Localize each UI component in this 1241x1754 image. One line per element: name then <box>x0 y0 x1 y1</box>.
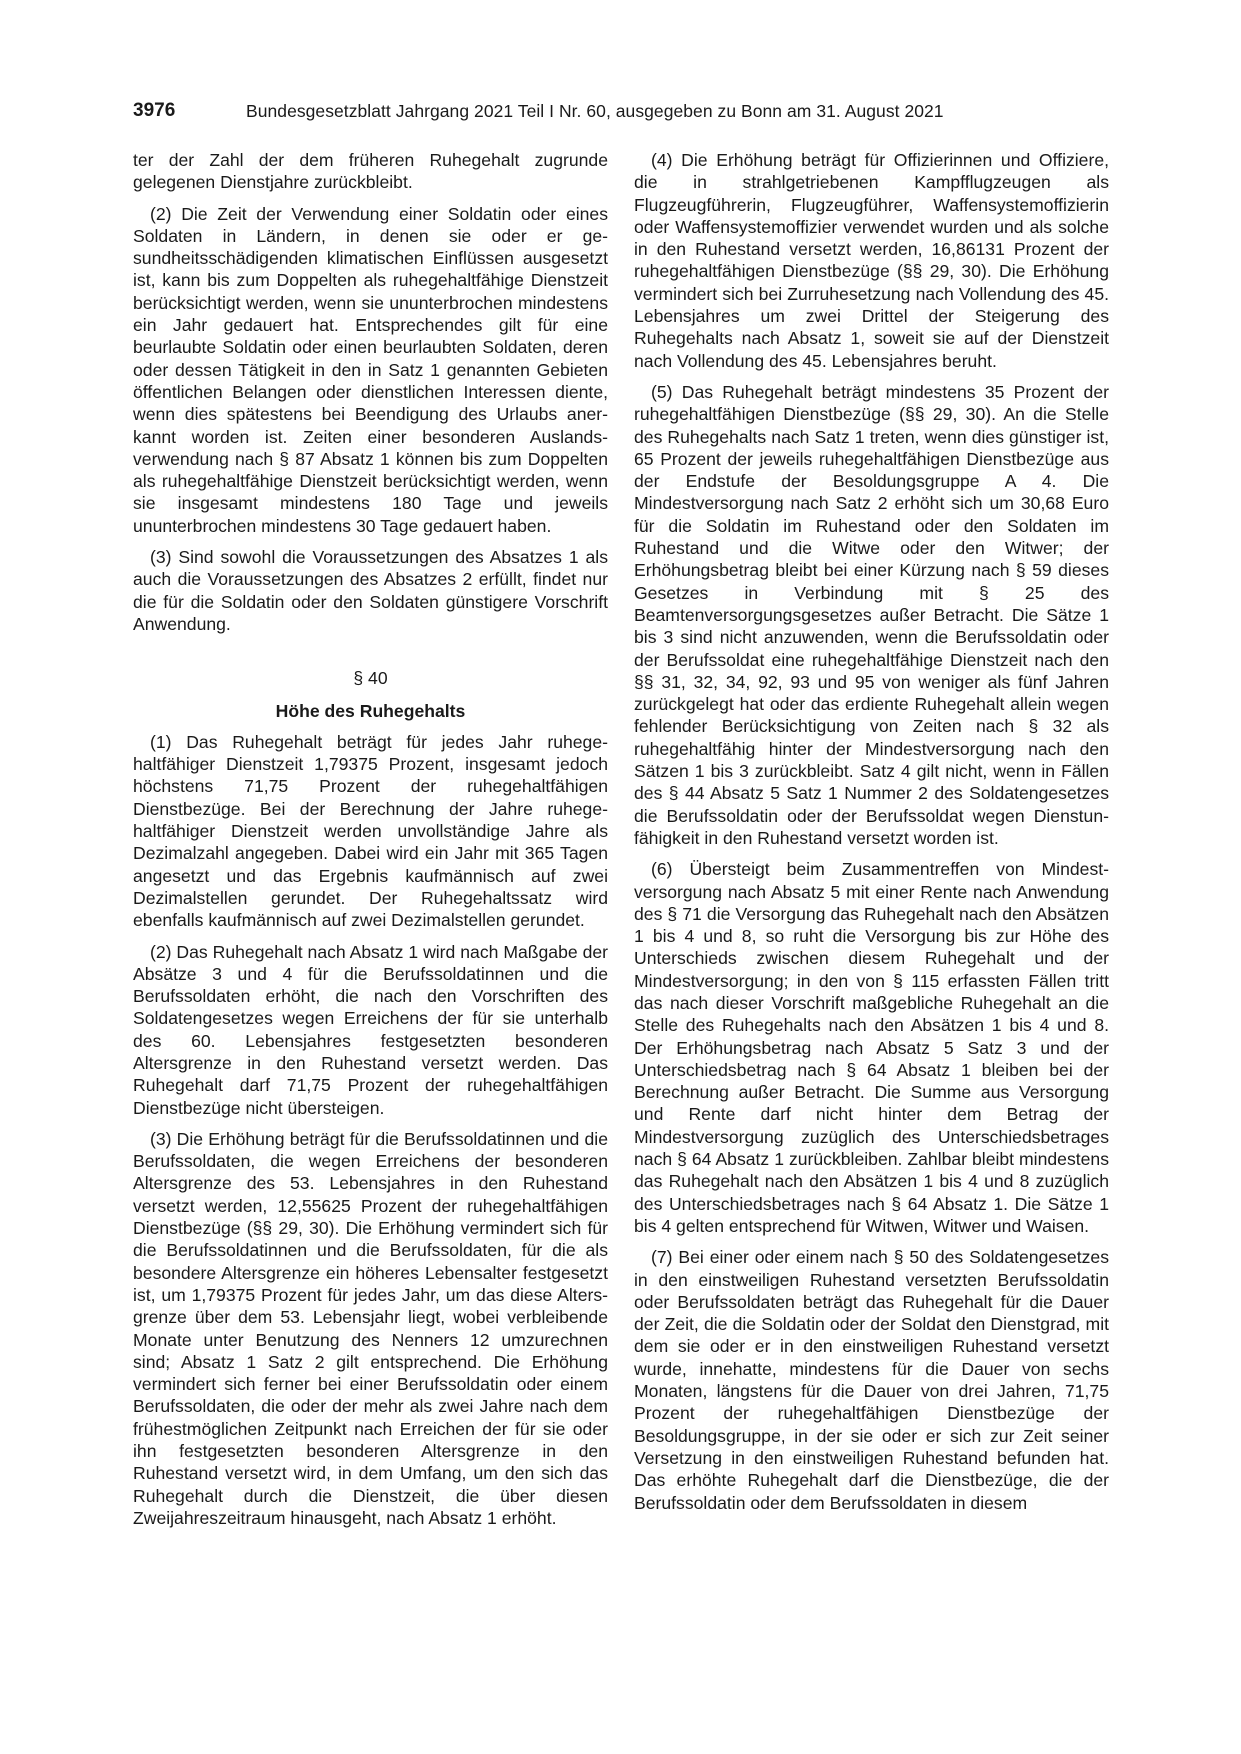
page-header <box>133 100 1013 128</box>
paragraph: (6) Übersteigt beim Zusammentreffen von Mindestversorgung nach Absatz 5 mit einer Rente nach Anwendung des § 71 die Versorgung das Ruhegehalt nach den Absätzen 1 bis 4 und 8, so ruht die Versorgung bis zur Höhe des Unterschieds zwischen diesem Ruhegehalt und der Mindestversorgung; in den von § 115 erfassten Fällen tritt das nach dieser Vorschrift maßgebliche Ruhegehalt an die Stelle des Ruhegehalts nach den Absätzen 1 bis 4 und 8. Der Erhöhungsbetrag nach Absatz 5 Satz 3 und der Unterschiedsbetrag nach § 64 Absatz 1 bleiben bei der Berechnung außer Betracht. Die Summe aus Versorgung und Rente darf nicht hinter dem Betrag der Mindestversorgung zuzüglich des Unterschiedsbetrages nach § 64 Absatz 1 zurückbleiben. Zahlbar bleibt mindestens das Ruhegehalt nach den Absätzen 1 bis 4 und 8 zuzüglich des Unterschiedsbetrages nach § 64 Absatz 1. Die Sätze 1 bis 4 gelten entsprechend für Witwen, Witwer und Waisen. <box>634 859 1109 1236</box>
paragraph: (3) Sind sowohl die Voraussetzungen des Absatzes 1 als auch die Voraussetzungen des Absatzes 2 erfüllt, findet nur die für die Soldatin oder den Soldaten günstigere Vorschrift Anwendung. <box>133 547 608 634</box>
paragraph: ter der Zahl der dem früheren Ruhegehalt zugrunde gelegenen Dienstjahre zurückbleibt. <box>133 150 608 193</box>
right-column <box>634 149 1109 1523</box>
running-title: Bundesgesetzblatt Jahrgang 2021 Teil I Nr. 60, ausgegeben zu Bonn am 31. August 2021 <box>246 101 944 121</box>
paragraph: (7) Bei einer oder einem nach § 50 des Soldatengesetzes in den einstweiligen Ruhestand versetzten Berufssoldatin oder Berufssoldaten beträgt das Ruhegehalt für die Dauer der Zeit, die die Soldatin oder der Soldat den Dienstgrad, mit dem sie oder er in den einstweiligen Ruhestand versetzt wurde, innehatte, mindestens für die Dauer von sechs Monaten, längstens für die Dauer von drei Jahren, 71,75 Prozent der ruhegehaltfähigen Dienstbezüge der Besoldungsgruppe, in der sie oder er sich zur Zeit seiner Versetzung in den einstweiligen Ruhestand befunden hat. Das erhöhte Ruhegehalt darf die Dienstbezüge, die der Berufssoldatin oder dem Berufssoldaten in diesem <box>634 1247 1109 1513</box>
paragraph: (4) Die Erhöhung beträgt für Offizierinnen und Offiziere, die in strahlgetriebenen Kampfflugzeugen als Flugzeugführerin, Flugzeugführer, Waffensystemoffizierin oder Waffensystemoffizier verwendet wurden und als solche in den Ruhestand versetzt werden, 16,86131 Prozent der ruhegehaltfähigen Dienstbezüge (§§ 29, 30). Die Erhöhung vermindert sich bei Zurruhesetzung nach Vollendung des 45. Lebensjahres um zwei Drittel der Steigerung des Ruhegehalts nach Absatz 1, soweit sie auf der Dienstzeit nach Vollendung des 45. Lebensjahres beruht. <box>634 150 1109 371</box>
page-number: 3976 <box>133 100 176 121</box>
paragraph: (2) Das Ruhegehalt nach Absatz 1 wird nach Maßgabe der Absätze 3 und 4 für die Berufssoldatinnen und die Berufssoldaten erhöht, die nach den Vorschriften des Soldatengesetzes wegen Erreichens der für sie unterhalb des 60. Lebensjahres festgesetzten besonderen Altersgrenze in den Ruhestand versetzt werden. Das Ruhegehalt darf 71,75 Prozent der ruhegehaltfähigen Dienstbezüge nicht übersteigen. <box>133 941 608 1118</box>
paragraph: (5) Das Ruhegehalt beträgt mindestens 35 Prozent der ruhegehaltfähigen Dienstbezüge (§§ 29, 30). An die Stelle des Ruhegehalts nach Satz 1 treten, wenn dies günstiger ist, 65 Prozent der jeweils ruhegehaltfähigen Dienstbezüge aus der Endstufe der Besoldungsgruppe A 4. Die Mindestversorgung nach Satz 2 erhöht sich um 30,68 Euro für die Soldatin im Ruhestand oder den Soldaten im Ruhestand und die Witwe oder den Witwer; der Erhöhungsbetrag bleibt bei einer Kürzung nach § 59 dieses Gesetzes in Verbindung mit § 25 des Beamtenversorgungsgesetzes außer Betracht. Die Sätze 1 bis 3 sind nicht anzuwenden, wenn die Berufssoldatin oder der Berufssoldat eine ruhegehaltfähige Dienstzeit nach den §§ 31, 32, 34, 92, 93 und 95 von weniger als fünf Jahren zurückgelegt hat oder das erdiente Ruhegehalt allein wegen fehlender Berücksichtigung von Zeiten nach § 32 als ruhegehaltfähig hinter der Mindestversorgung nach den Sätzen 1 bis 3 zurückbleibt. Satz 4 gilt nicht, wenn in Fällen des § 44 Absatz 5 Satz 1 Nummer 2 des Soldatengesetzes die Berufssoldatin oder der Berufssoldat wegen Dienstunfähigkeit in den Ruhestand versetzt worden ist. <box>634 381 1109 848</box>
paragraph: (3) Die Erhöhung beträgt für die Berufssoldatinnen und die Berufssoldaten, die wegen Erreichens der besonderen Altersgrenze des 53. Lebensjahres in den Ruhestand versetzt werden, 12,55625 Prozent der ruhegehaltfähigen Dienstbezüge (§§ 29, 30). Die Erhöhung vermindert sich für die Berufssoldatinnen und die Berufssoldaten, für die als besondere Altersgrenze ein höheres Lebensalter festgesetzt ist, um 1,79375 Prozent für jedes Jahr, um das diese Altersgrenze über dem 53. Lebensjahr liegt, wobei verbleibende Monate unter Benutzung des Nenners 12 umzurechnen sind; Absatz 1 Satz 2 gilt entsprechend. Die Erhöhung vermindert sich ferner bei einer Berufssoldatin oder einem Berufssoldaten, die oder der mehr als zwei Jahre nach dem frühestmöglichen Zeitpunkt nach Erreichen der für sie oder ihn festgesetzten besonderen Altersgrenze in den Ruhestand versetzt wird, in dem Umfang, um den sich das Ruhegehalt durch die Dienstzeit, die über diesen Zweijahreszeitraum hinausgeht, nach Absatz 1 erhöht. <box>133 1128 608 1528</box>
paragraph: (1) Das Ruhegehalt beträgt für jedes Jahr ruhegehaltfähiger Dienstzeit 1,79375 Prozent, insgesamt jedoch höchstens 71,75 Prozent der ruhegehaltfähigen Dienstbezüge. Bei der Berechnung der Jahre ruhegehaltfähiger Dienstzeit werden unvollständige Jahre als Dezimalzahl angegeben. Dabei wird ein Jahr mit 365 Tagen angesetzt und das Ergebnis kaufmännisch auf zwei Dezimalstellen gerundet. Der Ruhegehaltssatz wird ebenfalls kaufmännisch auf zwei Dezimalstellen gerundet. <box>133 731 608 931</box>
section-number: § 40 <box>353 668 388 689</box>
section-title: Höhe des Ruhegehalts <box>275 700 466 721</box>
left-column <box>133 149 608 1538</box>
paragraph: (2) Die Zeit der Verwendung einer Soldatin oder eines Soldaten in Ländern, in denen sie oder er gesundheitsschädigenden klimatischen Einflüssen ausgesetzt ist, kann bis zum Doppelten als ruhegehaltfähige Dienstzeit berücksichtigt werden, wenn sie ununterbrochen mindestens ein Jahr gedauert hat. Entsprechendes gilt für eine beurlaubte Soldatin oder einen beurlaubten Soldaten, deren oder dessen Tätigkeit in den in Satz 1 genannten Gebieten öffentlichen Belangen oder dienstlichen Interessen diente, wenn dies spätestens bei Beendigung des Urlaubs anerkannt worden ist. Zeiten einer besonderen Auslandsverwendung nach § 87 Absatz 1 können bis zum Doppelten als ruhegehaltfähige Dienstzeit berücksichtigt werden, wenn sie insgesamt mindestens 180 Tage und jeweils ununterbrochen mindestens 30 Tage gedauert haben. <box>133 203 608 536</box>
